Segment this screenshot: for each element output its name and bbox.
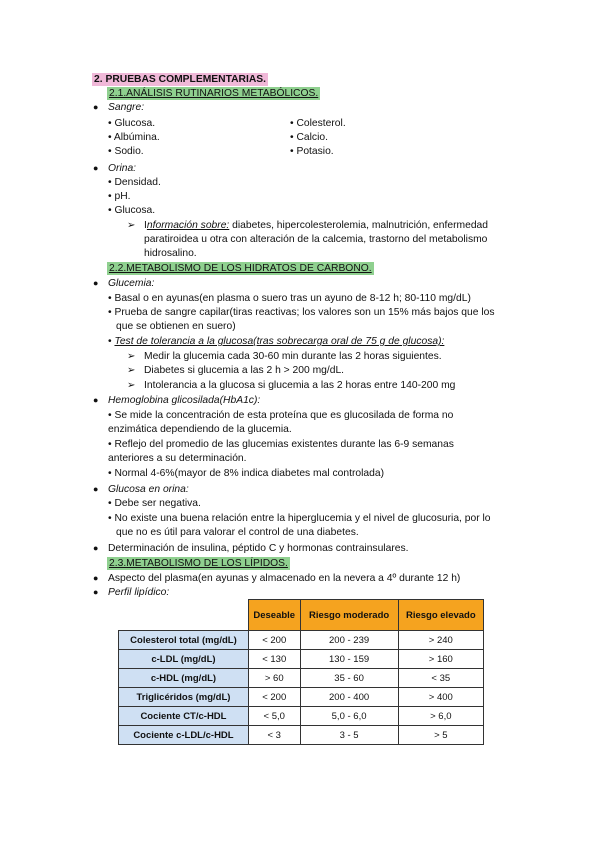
hba1c-item: enzimática dependiendo de la glucemia. <box>108 424 292 435</box>
orina-label: Orina: <box>108 163 137 174</box>
list-bullet: ● <box>93 278 99 288</box>
table-row <box>119 631 484 650</box>
table-row <box>119 650 484 669</box>
glucemia-item: • Prueba de sangre capilar(tiras reactivas; los valores son un 15% más bajos que los <box>108 307 495 318</box>
row-label: c-HDL (mg/dL) <box>119 669 249 688</box>
glucosa-orina-item: • No existe una buena relación entre la hiperglucemia y el nivel de glucosuria, por lo <box>108 513 491 524</box>
tolerancia-item: Medir la glucemia cada 30-60 min durante las 2 horas siguientes. <box>144 351 442 362</box>
hba1c-item: • Normal 4-6%(mayor de 8% indica diabetes mal controlada) <box>108 468 385 479</box>
info-line: hidrosalino. <box>144 248 197 259</box>
table-cell: 200 - 239 <box>300 631 398 650</box>
hba1c-item: • Reflejo del promedio de las glucemias existentes durante las 6-9 semanas <box>108 439 454 450</box>
heading-2-3: 2.3.METABOLISMO DE LOS LÍPIDOS. <box>109 558 288 569</box>
table-cell: > 60 <box>248 669 300 688</box>
sangre-item: • Sodio. <box>108 146 144 157</box>
table-corner <box>119 600 249 631</box>
glucosa-orina-item: que no es útil para valorar el control de una diabetes. <box>116 527 359 538</box>
list-bullet: ● <box>93 163 99 173</box>
table-header: Deseable <box>248 600 300 631</box>
list-bullet: ● <box>93 573 99 583</box>
glucemia-item: que se obtienen en suero) <box>116 321 236 332</box>
list-bullet: ● <box>93 395 99 405</box>
sangre-item: • Calcio. <box>290 132 328 143</box>
table-cell: < 35 <box>398 669 483 688</box>
sangre-item: • Colesterol. <box>290 118 346 129</box>
table-cell: 200 - 400 <box>300 688 398 707</box>
table-cell: 35 - 60 <box>300 669 398 688</box>
bullet: • <box>108 336 115 347</box>
table-cell: < 200 <box>248 688 300 707</box>
row-label: Cociente c-LDL/c-HDL <box>119 726 249 745</box>
tolerancia-item: Diabetes si glucemia a las 2 h > 200 mg/dL. <box>144 365 345 376</box>
list-bullet: ● <box>93 543 99 553</box>
hba1c-label: Hemoglobina glicosilada(HbA1c): <box>108 395 261 406</box>
table-header-row <box>119 600 484 631</box>
table-cell: > 400 <box>398 688 483 707</box>
list-bullet: ● <box>93 102 99 112</box>
arrow-bullet-icon: ➢ <box>127 351 136 362</box>
table-cell: < 3 <box>248 726 300 745</box>
heading-2-2: 2.2.METABOLISMO DE LOS HIDRATOS DE CARBONO. <box>109 263 372 274</box>
hba1c-item: anteriores a su determinación. <box>108 453 247 464</box>
table-row <box>119 707 484 726</box>
tolerancia-label: Test de tolerancia a la glucosa(tras sobrecarga oral de 75 g de glucosa): <box>114 336 445 347</box>
table-cell: < 200 <box>248 631 300 650</box>
table-cell: > 6,0 <box>398 707 483 726</box>
glucosa-orina-item: • Debe ser negativa. <box>108 498 201 509</box>
perfil-label: Perfil lipídico: <box>108 587 170 598</box>
arrow-bullet-icon: ➢ <box>127 380 136 391</box>
hba1c-item: • Se mide la concentración de esta proteína que es glucosilada de forma no <box>108 410 454 421</box>
table-cell: > 160 <box>398 650 483 669</box>
table-row <box>119 688 484 707</box>
table-cell: > 240 <box>398 631 483 650</box>
tolerancia-item: Intolerancia a la glucosa si glucemia a las 2 horas entre 140-200 mg <box>144 380 456 391</box>
table-header: Riesgo elevado <box>398 600 483 631</box>
heading-2-1: 2.1.ANÁLISIS RUTINARIOS METABÓLICOS. <box>109 88 319 99</box>
section-title: 2. PRUEBAS COMPLEMENTARIAS. <box>94 74 267 85</box>
aspecto-line: Aspecto del plasma(en ayunas y almacenado en la nevera a 4º durante 12 h) <box>108 573 461 584</box>
table-cell: 3 - 5 <box>300 726 398 745</box>
row-label: Cociente CT/c-HDL <box>119 707 249 726</box>
lipid-profile-table <box>118 599 484 745</box>
glucemia-item: • Basal o en ayunas(en plasma o suero tras un ayuno de 8-12 h; 80-110 mg/dL) <box>108 293 471 304</box>
info-label: nformación sobre: <box>146 220 230 231</box>
info-text: diabetes, hipercolesterolemia, malnutrición, enfermedad <box>229 220 489 231</box>
info-line: paratiroidea u otra con alteración de la calcemia, trastorno del metabolismo <box>144 234 488 245</box>
info-prefix: I <box>144 220 147 231</box>
table-cell: < 5,0 <box>248 707 300 726</box>
orina-item: • Densidad. <box>108 177 161 188</box>
table-cell: < 130 <box>248 650 300 669</box>
list-bullet: ● <box>93 587 99 597</box>
glucosa-orina-label: Glucosa en orina: <box>108 484 189 495</box>
table-header: Riesgo moderado <box>300 600 398 631</box>
table-cell: > 5 <box>398 726 483 745</box>
sangre-label: Sangre: <box>108 102 145 113</box>
arrow-bullet-icon: ➢ <box>127 220 136 231</box>
list-bullet: ● <box>93 484 99 494</box>
tolerancia-line <box>108 335 444 348</box>
orina-item: • Glucosa. <box>108 205 156 216</box>
insulina-line: Determinación de insulina, péptido C y hormonas contrainsulares. <box>108 543 409 554</box>
sangre-item: • Potasio. <box>290 146 334 157</box>
row-label: Colesterol total (mg/dL) <box>119 631 249 650</box>
table-row <box>119 669 484 688</box>
table-row <box>119 726 484 745</box>
glucemia-label: Glucemia: <box>108 278 155 289</box>
table-cell: 130 - 159 <box>300 650 398 669</box>
sangre-item: • Glucosa. <box>108 118 156 129</box>
arrow-bullet-icon: ➢ <box>127 365 136 376</box>
row-label: c-LDL (mg/dL) <box>119 650 249 669</box>
info-line <box>144 219 488 232</box>
orina-item: • pH. <box>108 191 131 202</box>
row-label: Triglicéridos (mg/dL) <box>119 688 249 707</box>
table-cell: 5,0 - 6,0 <box>300 707 398 726</box>
sangre-item: • Albúmina. <box>108 132 160 143</box>
